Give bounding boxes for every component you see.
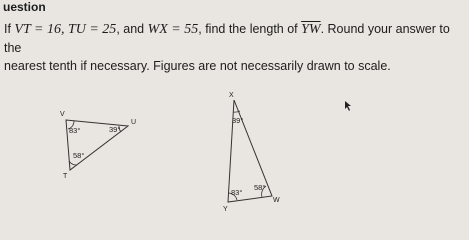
angle-arc-t — [69, 161, 77, 165]
given-wx: WX = 55 — [147, 22, 199, 37]
angle-w-label: 58° — [254, 183, 266, 192]
question-heading: uestion — [3, 0, 46, 14]
angle-u-label: 39° — [109, 125, 121, 134]
triangle-vut — [60, 111, 136, 180]
prompt-round: . Round your answer to the — [4, 22, 450, 55]
angle-x-label: 39° — [232, 116, 244, 125]
prompt-line2: nearest tenth if necessary. Figures are not necessarily drawn to scale. — [4, 59, 391, 73]
angle-t-label: 58° — [73, 151, 85, 160]
prompt-and: , and — [116, 22, 148, 36]
target-segment: $\overline{YW}$ — [301, 22, 321, 37]
mouse-cursor-icon — [345, 101, 351, 111]
vertex-w: W — [273, 197, 280, 204]
vertex-x: X — [229, 92, 234, 99]
angle-v-label: 83° — [69, 126, 81, 135]
triangle-xyw — [223, 92, 280, 213]
prompt-if: If — [4, 22, 15, 36]
vertex-t: T — [63, 173, 68, 180]
given-vt-tu: VT = 16, TU = 25 — [14, 22, 117, 37]
vertex-u: U — [131, 119, 137, 126]
vertex-v: V — [60, 111, 65, 118]
prompt-find: , find the length of — [198, 22, 302, 36]
vertex-y: Y — [223, 206, 228, 213]
angle-y-label: 83° — [231, 188, 243, 197]
